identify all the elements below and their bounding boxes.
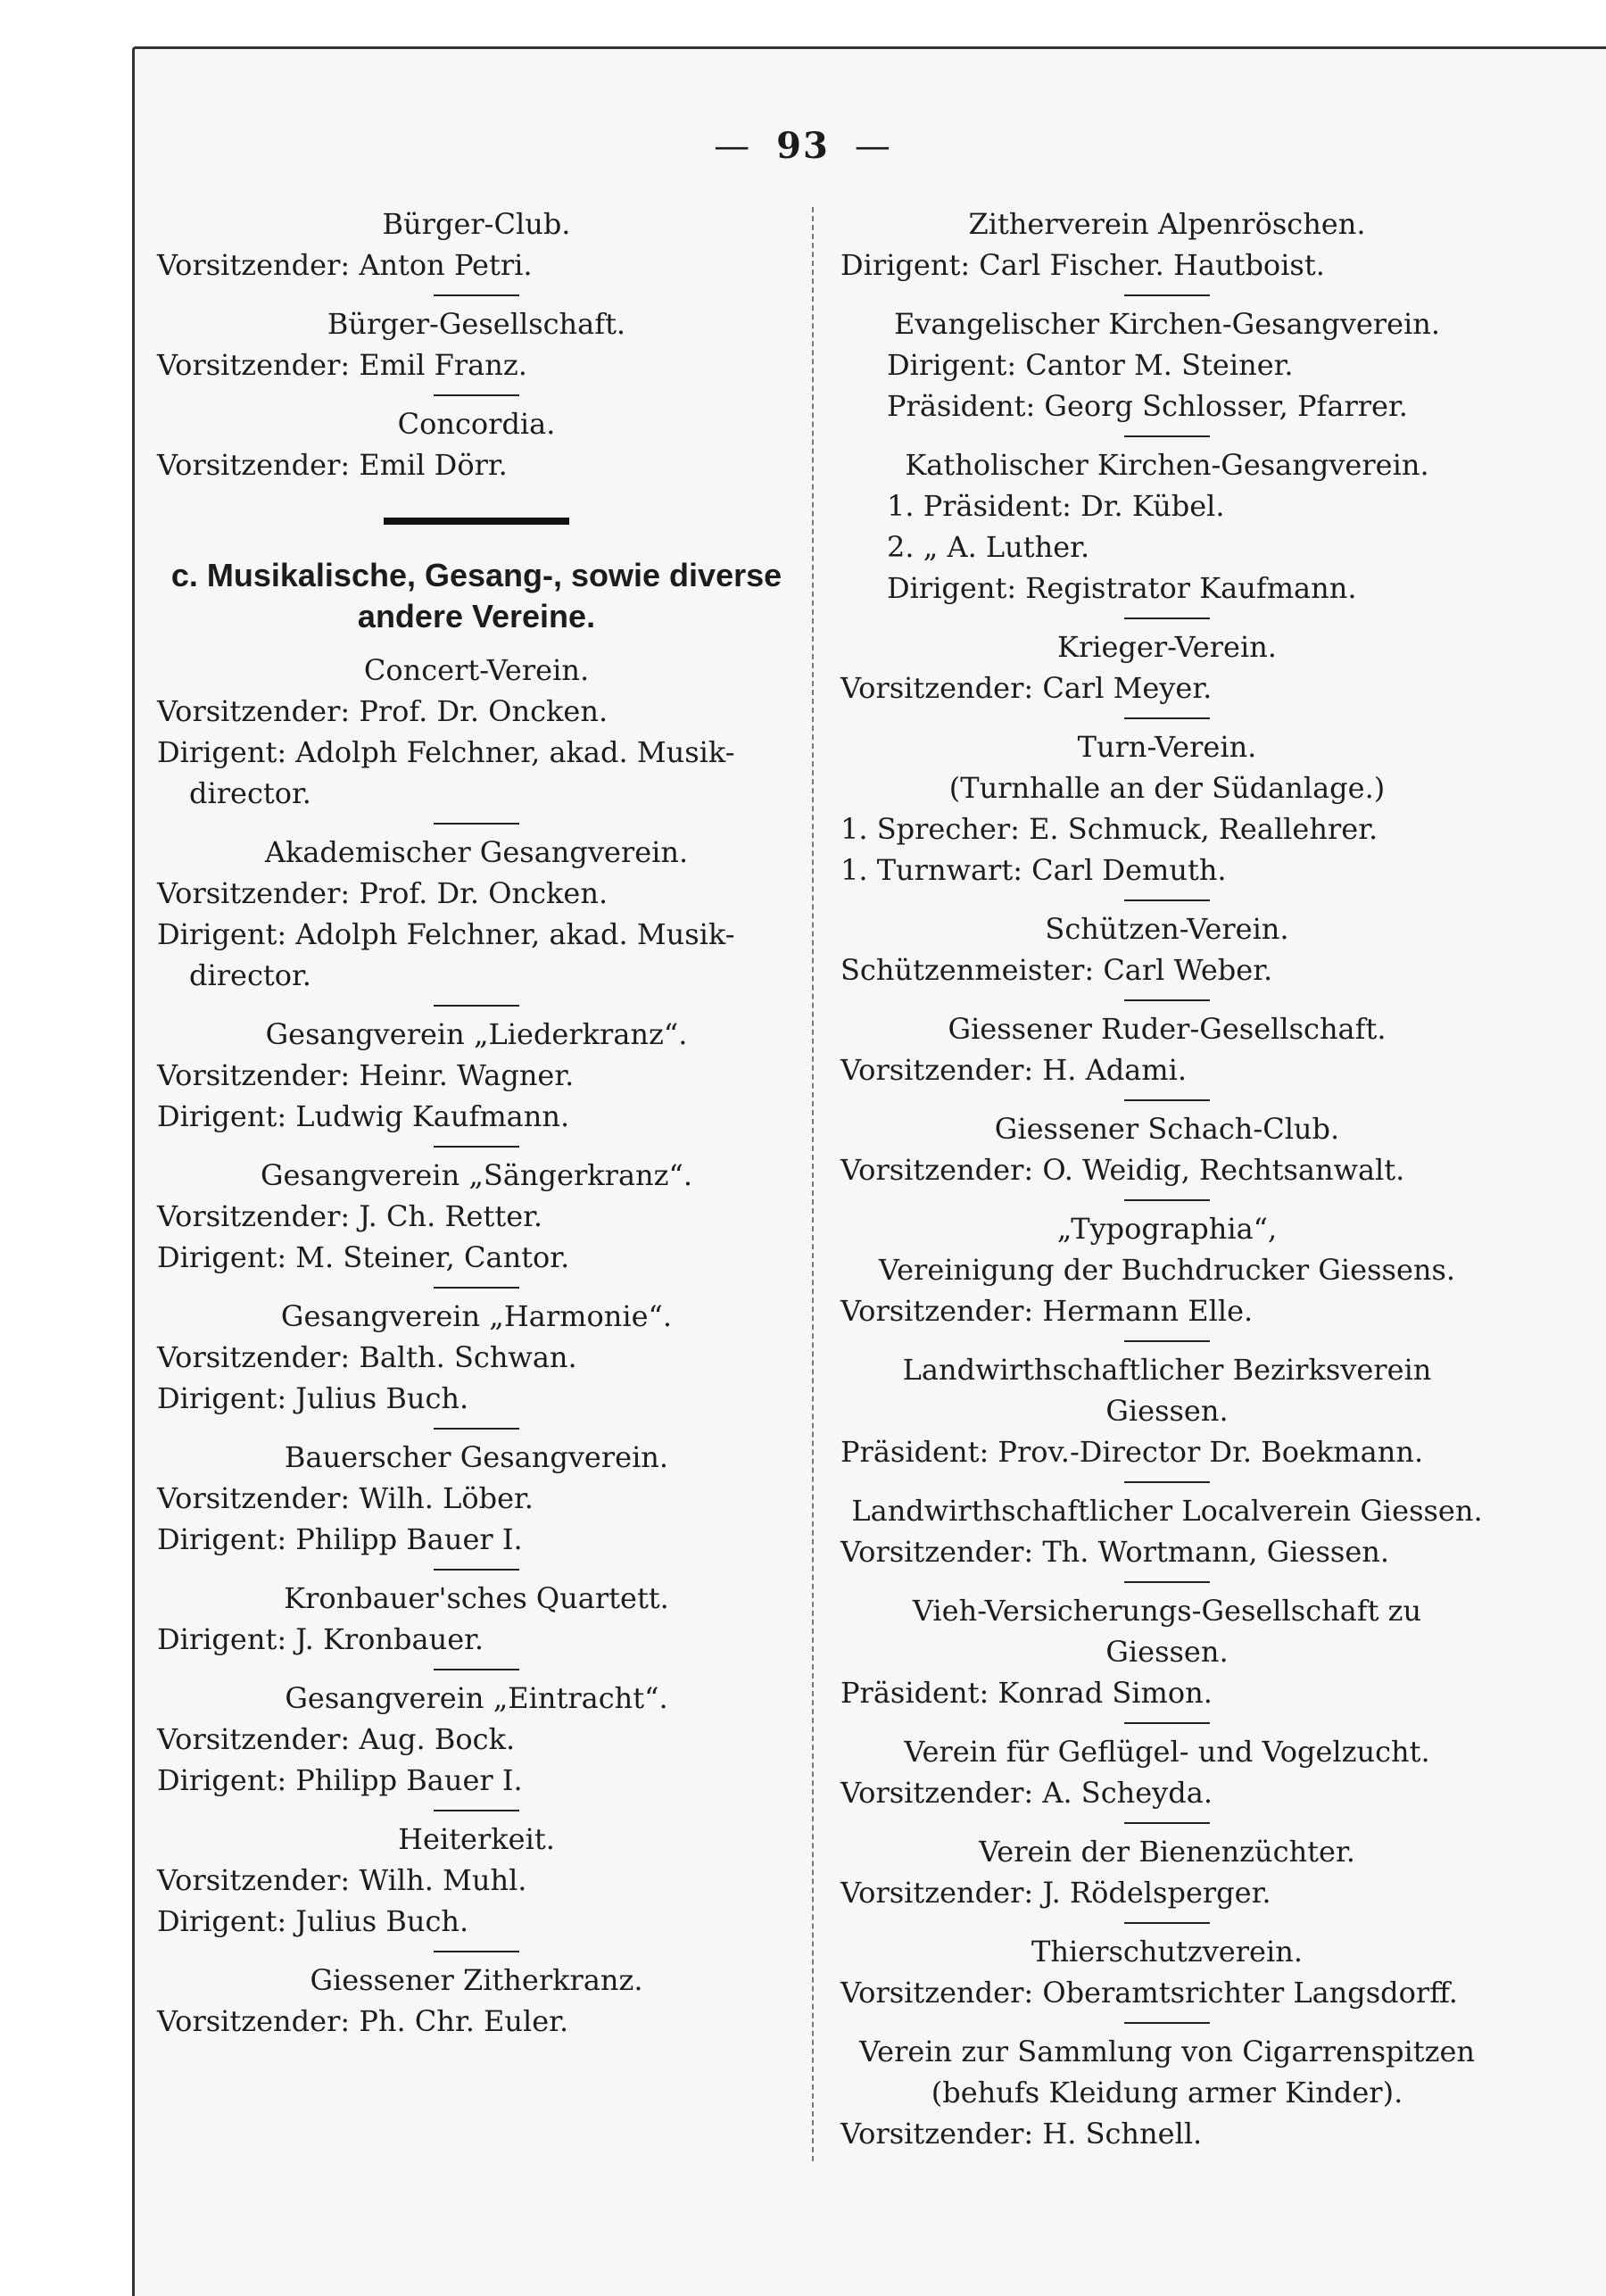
club-officer-line: Vorsitzender: Emil Dörr. (157, 448, 508, 482)
club-separator (1124, 1199, 1210, 1201)
club-officer-line: Vorsitzender: Aug. Bock. (157, 1722, 516, 1756)
club-separator (1124, 618, 1210, 619)
club-officer-continuation: director. (189, 958, 311, 992)
club-name: Turn-Verein. (1077, 730, 1257, 764)
club-officer-line: Dirigent: Ludwig Kaufmann. (157, 1099, 570, 1133)
club-name: Heiterkeit. (398, 1822, 555, 1856)
club-entry (840, 1731, 1494, 1813)
club-entry (157, 1437, 796, 1560)
club-entry (840, 626, 1494, 709)
club-name: Bürger-Club. (382, 207, 571, 241)
club-officer-line: Vorsitzender: Prof. Dr. Oncken. (157, 694, 608, 728)
club-separator (1124, 294, 1210, 296)
club-officer-line: 1. Präsident: Dr. Kübel. (887, 489, 1225, 523)
club-entry (157, 1155, 796, 1278)
club-name: Evangelischer Kirchen-Gesangverein. (893, 307, 1441, 341)
club-name: Verein zur Sammlung von Cigarrenspitzen (858, 2035, 1476, 2068)
club-name: Krieger-Verein. (1057, 630, 1277, 664)
left-clubs-a (157, 203, 796, 485)
club-subtitle: (Turnhalle an der Südanlage.) (948, 771, 1386, 805)
club-name: Kronbauer'sches Quartett. (284, 1581, 669, 1615)
club-officer-line: 1. Turnwart: Carl Demuth. (840, 853, 1227, 887)
club-name: Katholischer Kirchen-Gesangverein. (905, 448, 1429, 482)
club-separator (434, 1287, 519, 1289)
section-heading (157, 555, 796, 637)
club-subtitle: Vereinigung der Buchdrucker Giessens. (878, 1253, 1456, 1287)
club-officer-line: Präsident: Konrad Simon. (840, 1676, 1213, 1710)
club-entry (157, 203, 796, 286)
club-officer-line: Dirigent: Carl Fischer. Hautboist. (840, 248, 1325, 282)
club-officer-line: Vorsitzender: H. Adami. (840, 1053, 1187, 1087)
club-officer-line: Vorsitzender: O. Weidig, Rechtsanwalt. (840, 1153, 1405, 1187)
club-officer-line: Präsident: Georg Schlosser, Pfarrer. (887, 389, 1408, 423)
club-officer-line: Vorsitzender: Prof. Dr. Oncken. (157, 876, 608, 910)
club-officer-line: Dirigent: Adolph Felchner, akad. Musik- (157, 917, 735, 951)
club-officer-line: Schützenmeister: Carl Weber. (840, 953, 1273, 987)
page-number (0, 125, 1606, 167)
club-officer-line: Präsident: Prov.-Director Dr. Boekmann. (840, 1435, 1424, 1469)
club-separator (1124, 1822, 1210, 1824)
club-officer-line: Vorsitzender: Oberamtsrichter Langsdorff. (840, 1976, 1458, 2010)
club-officer-line: Vorsitzender: Anton Petri. (157, 248, 533, 282)
club-officer-line: Dirigent: Registrator Kaufmann. (887, 571, 1357, 605)
club-name: Vieh-Versicherungs-Gesellschaft zu (912, 1594, 1422, 1628)
left-clubs-b (157, 650, 796, 2042)
club-subtitle: (behufs Kleidung armer Kinder). (931, 2076, 1403, 2110)
club-entry (157, 1819, 796, 1942)
club-separator (434, 1146, 519, 1148)
section-heading-line2: andere Vereine. (357, 598, 596, 634)
club-name: Giessener Schach-Club. (994, 1112, 1340, 1146)
club-name: Verein für Geflügel- und Vogelzucht. (904, 1735, 1430, 1769)
club-name: Landwirthschaftlicher Bezirksverein (902, 1353, 1432, 1387)
club-name: Gesangverein „Sängerkranz“. (260, 1158, 693, 1192)
club-name: Gesangverein „Eintracht“. (285, 1681, 668, 1715)
club-entry (840, 444, 1494, 609)
club-officer-line: 2. „ A. Luther. (887, 530, 1090, 564)
club-entry (840, 1831, 1494, 1913)
club-separator (1124, 1581, 1210, 1583)
club-separator (434, 1810, 519, 1811)
club-entry (157, 1678, 796, 1801)
club-officer-line: Vorsitzender: J. Rödelsperger. (840, 1876, 1271, 1910)
right-column (840, 203, 1494, 2163)
club-entry (157, 1296, 796, 1419)
club-officer-line: Vorsitzender: Carl Meyer. (840, 671, 1213, 705)
club-separator (434, 1005, 519, 1007)
club-separator (434, 1428, 519, 1430)
club-name: Verein der Bienenzüchter. (979, 1835, 1355, 1869)
club-officer-line: Dirigent: Adolph Felchner, akad. Musik- (157, 735, 735, 769)
club-officer-line: Vorsitzender: Balth. Schwan. (157, 1340, 577, 1374)
club-name: Bürger-Gesellschaft. (327, 307, 626, 341)
club-name: Landwirthschaftlicher Localverein Giessen. (851, 1494, 1483, 1528)
club-officer-line: Dirigent: Philipp Bauer I. (157, 1763, 523, 1797)
club-officer-line: Dirigent: M. Steiner, Cantor. (157, 1240, 570, 1274)
club-officer-line: Vorsitzender: Th. Wortmann, Giessen. (840, 1535, 1390, 1569)
club-name: Giessener Zitherkranz. (310, 1963, 643, 1997)
club-separator (1124, 435, 1210, 437)
club-entry (840, 1208, 1494, 1331)
club-entry (157, 650, 796, 814)
section-rule (384, 518, 569, 525)
club-officer-line: Vorsitzender: Heinr. Wagner. (157, 1058, 575, 1092)
club-separator (434, 1951, 519, 1952)
club-officer-line: Vorsitzender: Wilh. Löber. (157, 1481, 534, 1515)
club-separator (1124, 999, 1210, 1001)
club-entry (840, 2031, 1494, 2154)
club-entry (840, 1349, 1494, 1472)
club-separator (434, 823, 519, 825)
page-number-value: 93 (776, 125, 830, 167)
club-officer-line: Vorsitzender: Wilh. Muhl. (157, 1863, 527, 1897)
club-officer-line: Dirigent: Cantor M. Steiner. (887, 348, 1294, 382)
club-separator (1124, 2022, 1210, 2024)
club-subtitle: Giessen. (1105, 1635, 1229, 1669)
column-divider (812, 207, 815, 2161)
club-officer-continuation: director. (189, 776, 311, 810)
club-separator (1124, 1922, 1210, 1924)
club-entry (840, 1008, 1494, 1090)
club-subtitle: Giessen. (1105, 1394, 1229, 1428)
club-officer-line: Dirigent: Julius Buch. (157, 1381, 469, 1415)
club-separator (1124, 1481, 1210, 1483)
club-entry (157, 832, 796, 996)
club-entry (157, 303, 796, 385)
club-separator (1124, 1340, 1210, 1342)
club-entry (840, 203, 1494, 286)
club-officer-line: Vorsitzender: H. Schnell. (840, 2117, 1203, 2151)
right-clubs (840, 203, 1494, 2154)
club-entry (840, 1590, 1494, 1713)
club-entry (157, 1014, 796, 1137)
club-officer-line: 1. Sprecher: E. Schmuck, Reallehrer. (840, 812, 1378, 846)
club-separator (434, 294, 519, 296)
club-entry (840, 726, 1494, 891)
club-name: Concordia. (397, 407, 556, 441)
club-separator (434, 394, 519, 396)
page-number-dash-left: — (714, 126, 752, 167)
club-name: Akademischer Gesangverein. (264, 835, 689, 869)
left-column (157, 203, 796, 2051)
club-name: Thierschutzverein. (1031, 1935, 1303, 1969)
club-entry (157, 403, 796, 485)
club-name: Gesangverein „Liederkranz“. (265, 1017, 688, 1051)
club-separator (1124, 1099, 1210, 1101)
club-separator (434, 1669, 519, 1670)
club-entry (840, 908, 1494, 991)
club-entry (157, 1578, 796, 1660)
club-entry (840, 1931, 1494, 2013)
club-name: Bauerscher Gesangverein. (284, 1440, 669, 1474)
section-heading-line1: c. Musikalische, Gesang-, sowie diverse (170, 557, 782, 593)
club-entry (840, 1490, 1494, 1572)
club-officer-line: Vorsitzender: Emil Franz. (157, 348, 527, 382)
club-name: Zitherverein Alpenröschen. (968, 207, 1366, 241)
page-number-dash-right: — (854, 126, 892, 167)
club-officer-line: Vorsitzender: J. Ch. Retter. (157, 1199, 543, 1233)
club-officer-line: Vorsitzender: Hermann Elle. (840, 1294, 1254, 1328)
club-separator (1124, 899, 1210, 901)
club-officer-line: Dirigent: Julius Buch. (157, 1904, 469, 1938)
club-name: Concert-Verein. (363, 653, 590, 687)
club-separator (1124, 717, 1210, 719)
club-entry (840, 303, 1494, 427)
club-separator (1124, 1722, 1210, 1724)
club-entry (840, 1108, 1494, 1190)
club-officer-line: Dirigent: J. Kronbauer. (157, 1622, 484, 1656)
club-officer-line: Dirigent: Philipp Bauer I. (157, 1522, 523, 1556)
club-separator (434, 1569, 519, 1571)
club-officer-line: Vorsitzender: A. Scheyda. (840, 1776, 1213, 1810)
club-name: Giessener Ruder-Gesellschaft. (948, 1012, 1387, 1046)
club-name: „Typographia“, (1056, 1212, 1278, 1246)
club-officer-line: Vorsitzender: Ph. Chr. Euler. (157, 2004, 569, 2038)
club-entry (157, 1960, 796, 2042)
club-name: Gesangverein „Harmonie“. (280, 1299, 673, 1333)
club-name: Schützen-Verein. (1045, 912, 1289, 946)
